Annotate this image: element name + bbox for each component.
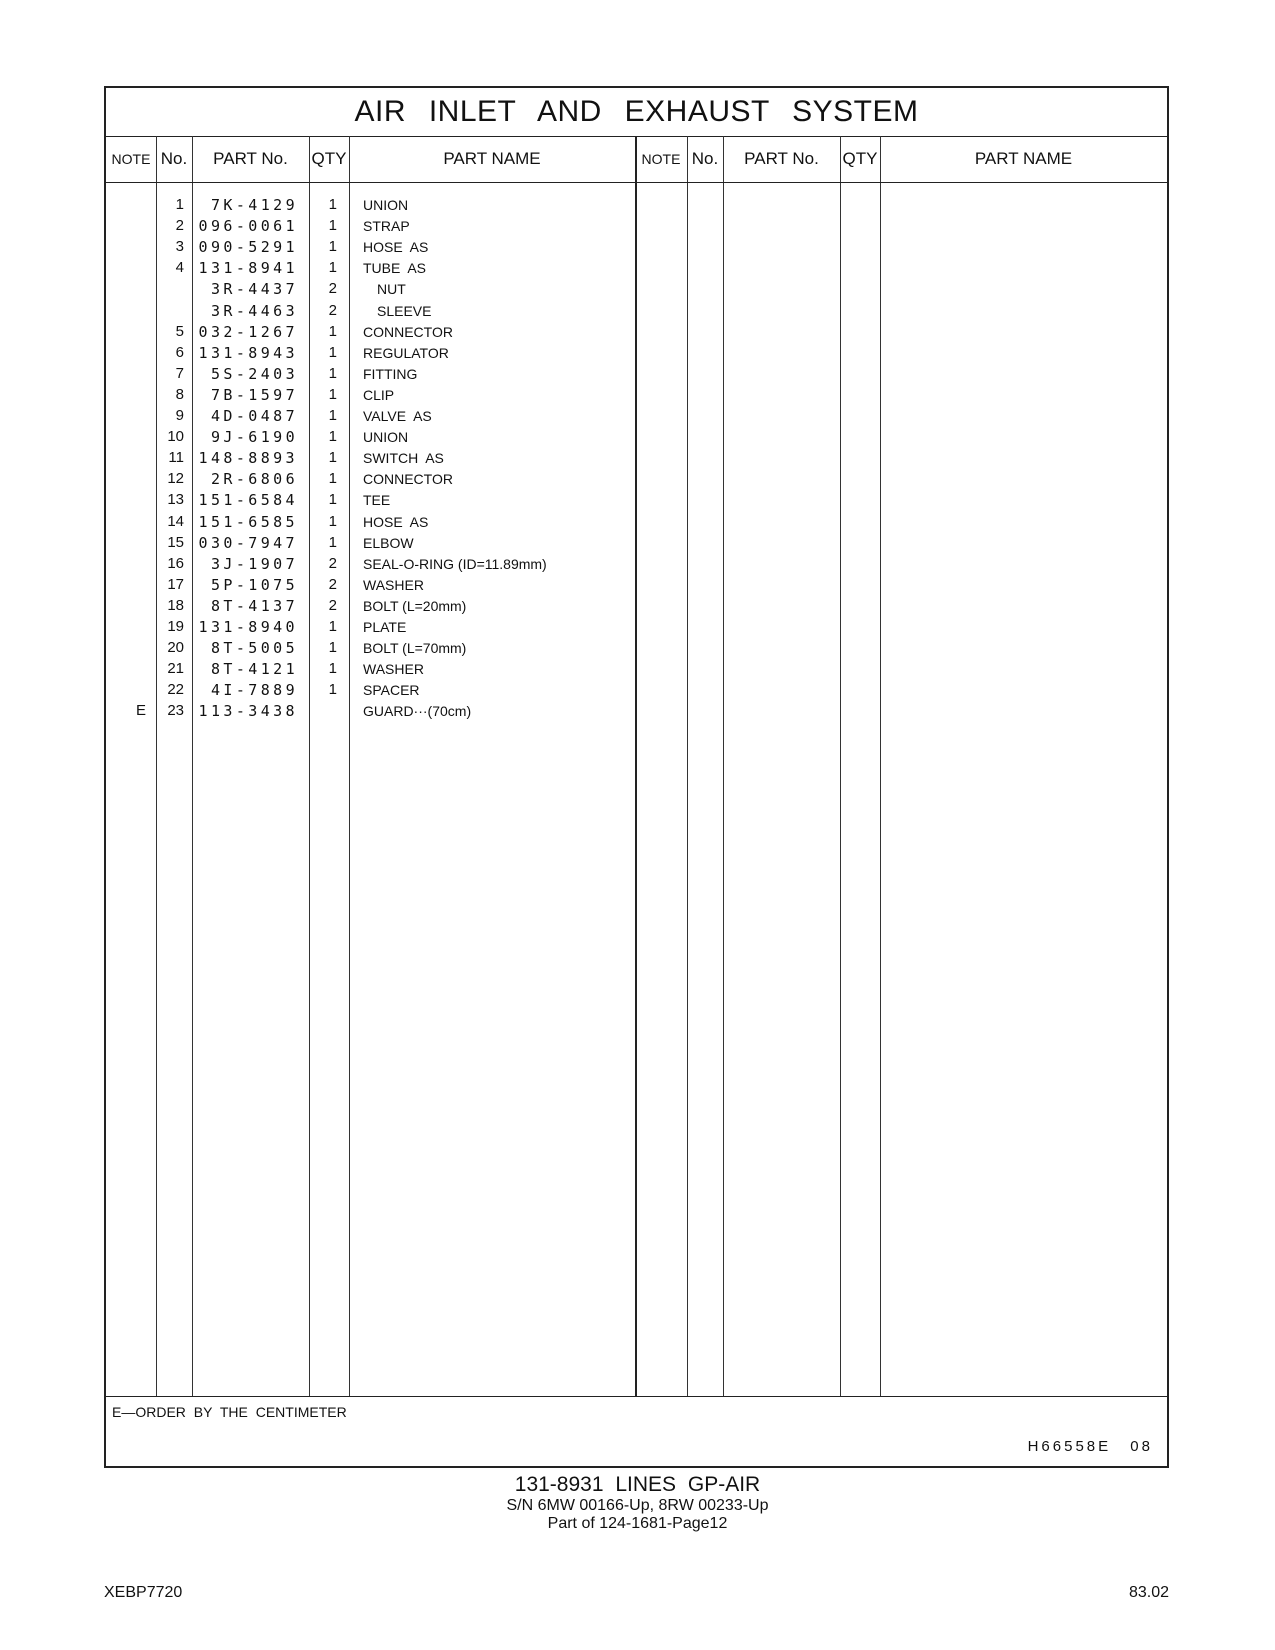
row-quantity: 1 (328, 407, 337, 424)
document-code: XEBP7720 (104, 1584, 183, 1601)
table-row (106, 300, 1167, 322)
row-part-number: 3R-4437 (210, 280, 298, 299)
row-item-number: 4 (175, 259, 184, 277)
row-quantity: 2 (328, 596, 337, 614)
row-part-name: BOLT (L=20mm) (363, 597, 467, 614)
row-item-number: 15 (167, 533, 184, 551)
row-quantity: 1 (328, 512, 337, 530)
row-quantity: 1 (328, 449, 337, 467)
table-row (106, 363, 1167, 385)
table-row (106, 405, 1167, 427)
row-part-name: TUBE AS (363, 260, 427, 277)
row-item-number: 20 (167, 639, 184, 657)
row-part-number: 4I-7889 (210, 681, 298, 700)
row-part-name: SWITCH AS (363, 450, 444, 467)
row-part-number: 090-5291 (198, 238, 298, 257)
table-row (106, 511, 1167, 533)
header-part-no-right: PART No. (744, 149, 819, 168)
table-row (106, 532, 1167, 554)
header-part-no: PART No. (213, 149, 288, 168)
row-part-number: 151-6584 (198, 491, 298, 510)
row-part-number: 113-3438 (198, 702, 298, 721)
row-part-number: 151-6585 (198, 512, 298, 531)
parts-table-frame (104, 86, 1169, 1468)
row-part-name: BOLT (L=70mm) (363, 640, 467, 657)
row-quantity: 1 (328, 385, 337, 403)
row-item-number: 19 (167, 618, 184, 635)
row-item-number: 18 (167, 596, 184, 614)
row-item-number: 8 (175, 385, 184, 403)
row-part-number: 131-8941 (198, 259, 298, 278)
row-quantity: 2 (328, 575, 337, 593)
row-item-number: 6 (175, 343, 184, 361)
row-item-number: 23 (167, 702, 184, 720)
row-part-name: STRAP (363, 218, 410, 235)
row-note: E (135, 702, 146, 720)
row-quantity: 2 (328, 301, 337, 319)
row-part-name: HOSE AS (363, 513, 429, 530)
row-quantity: 2 (328, 280, 337, 298)
row-part-name: REGULATOR (363, 344, 449, 361)
table-row (106, 215, 1167, 237)
row-part-number: 8T-5005 (210, 639, 298, 658)
row-item-number: 22 (167, 681, 184, 699)
header-no-right: No. (691, 149, 719, 168)
row-item-number: 5 (175, 322, 184, 340)
row-item-number: 16 (167, 554, 184, 572)
drawing-code: H66558E 08 (1027, 1438, 1153, 1455)
table-row (106, 342, 1167, 364)
row-part-number: 7B-1597 (210, 385, 298, 404)
row-part-name: NUT (377, 281, 406, 298)
row-quantity: 1 (328, 238, 337, 256)
row-quantity: 1 (328, 259, 337, 277)
row-quantity: 1 (328, 364, 337, 382)
row-part-name: CONNECTOR (363, 323, 453, 340)
row-item-number: 10 (167, 428, 184, 446)
row-part-name: FITTING (363, 365, 418, 382)
footnote: E—ORDER BY THE CENTIMETER (112, 1404, 347, 1420)
row-part-number: 032-1267 (198, 322, 298, 341)
row-quantity: 1 (328, 660, 337, 678)
header-note-right: NOTE (641, 151, 681, 167)
row-item-number: 13 (167, 491, 184, 509)
table-row (106, 679, 1167, 701)
row-part-number: 2R-6806 (210, 470, 298, 489)
row-quantity: 1 (328, 196, 337, 213)
row-part-name: GUARD···(70cm) (363, 703, 472, 720)
row-part-name: WASHER (363, 661, 424, 678)
row-part-name: HOSE AS (363, 239, 429, 256)
table-row (106, 553, 1167, 575)
row-part-number: 8T-4137 (210, 596, 298, 615)
row-quantity: 1 (328, 491, 337, 509)
row-part-name: VALVE AS (363, 408, 432, 424)
row-part-name: WASHER (363, 576, 424, 593)
table-row (106, 595, 1167, 617)
row-item-number: 1 (175, 196, 184, 213)
table-row (106, 236, 1167, 258)
row-part-number: 8T-4121 (210, 660, 298, 679)
row-quantity: 1 (328, 428, 337, 446)
row-item-number: 7 (175, 364, 184, 382)
table-row (106, 321, 1167, 343)
row-part-number: 3R-4463 (210, 301, 298, 320)
parent-reference: Part of 124-1681-Page12 (547, 1515, 728, 1532)
row-item-number: 17 (167, 575, 184, 593)
row-part-number: 5S-2403 (210, 364, 298, 383)
row-quantity: 1 (328, 470, 337, 488)
header-note: NOTE (111, 151, 151, 167)
header-part-name: PART NAME (443, 149, 541, 168)
header-qty-right: QTY (842, 149, 878, 168)
row-part-name: ELBOW (363, 534, 414, 551)
row-part-number: 148-8893 (198, 449, 298, 468)
table-row (106, 700, 1167, 722)
table-row (106, 616, 1167, 638)
page-title: AIR INLET AND EXHAUST SYSTEM (106, 88, 1167, 137)
row-quantity: 1 (328, 533, 337, 551)
row-part-number: 3J-1907 (210, 554, 298, 573)
row-part-name: UNION (363, 429, 409, 446)
row-part-name: SEAL-O-RING (ID=11.89mm) (363, 555, 547, 572)
table-row (106, 574, 1167, 596)
row-part-name: PLATE (363, 619, 407, 635)
row-part-number: 096-0061 (198, 217, 298, 236)
row-item-number: 2 (175, 217, 184, 235)
row-part-number: 5P-1075 (210, 575, 298, 594)
header-part-name-right: PART NAME (974, 149, 1073, 168)
row-part-name: CONNECTOR (363, 471, 453, 488)
table-row (106, 194, 1167, 216)
row-quantity: 1 (328, 681, 337, 699)
row-part-number: 030-7947 (198, 533, 298, 552)
row-item-number: 11 (168, 449, 184, 467)
row-part-name: CLIP (363, 386, 395, 403)
row-item-number: 9 (175, 407, 184, 424)
table-row (106, 384, 1167, 406)
table-row (106, 658, 1167, 680)
header-divider (106, 182, 1167, 183)
row-item-number: 3 (175, 238, 184, 256)
table-row (106, 278, 1167, 300)
row-quantity: 2 (328, 554, 337, 572)
group-title: 131-8931 LINES GP-AIR (514, 1473, 761, 1496)
table-row (106, 468, 1167, 490)
header-qty: QTY (311, 149, 347, 168)
serial-range: S/N 6MW 00166-Up, 8RW 00233-Up (506, 1497, 769, 1514)
row-part-name: TEE (363, 492, 391, 509)
row-item-number: 12 (167, 470, 184, 488)
page-number: 83.02 (1128, 1584, 1169, 1601)
footer-divider (106, 1396, 1167, 1397)
row-quantity: 1 (328, 639, 337, 657)
table-row (106, 257, 1167, 279)
row-quantity: 1 (328, 618, 337, 635)
header-no: No. (160, 149, 188, 168)
row-part-number: 4D-0487 (210, 407, 298, 425)
row-part-number: 9J-6190 (210, 428, 298, 447)
row-part-number: 7K-4129 (210, 196, 298, 214)
row-item-number: 21 (167, 660, 184, 678)
row-part-name: UNION (363, 197, 409, 213)
row-part-name: SLEEVE (377, 302, 432, 319)
table-row (106, 637, 1167, 659)
row-part-name: SPACER (363, 682, 420, 699)
row-item-number: 14 (167, 512, 184, 530)
row-part-number: 131-8940 (198, 618, 298, 636)
table-row (106, 489, 1167, 511)
row-quantity: 1 (328, 322, 337, 340)
table-row (106, 426, 1167, 448)
table-row (106, 447, 1167, 469)
row-quantity: 1 (328, 217, 337, 235)
row-quantity: 1 (328, 343, 337, 361)
row-part-number: 131-8943 (198, 343, 298, 362)
